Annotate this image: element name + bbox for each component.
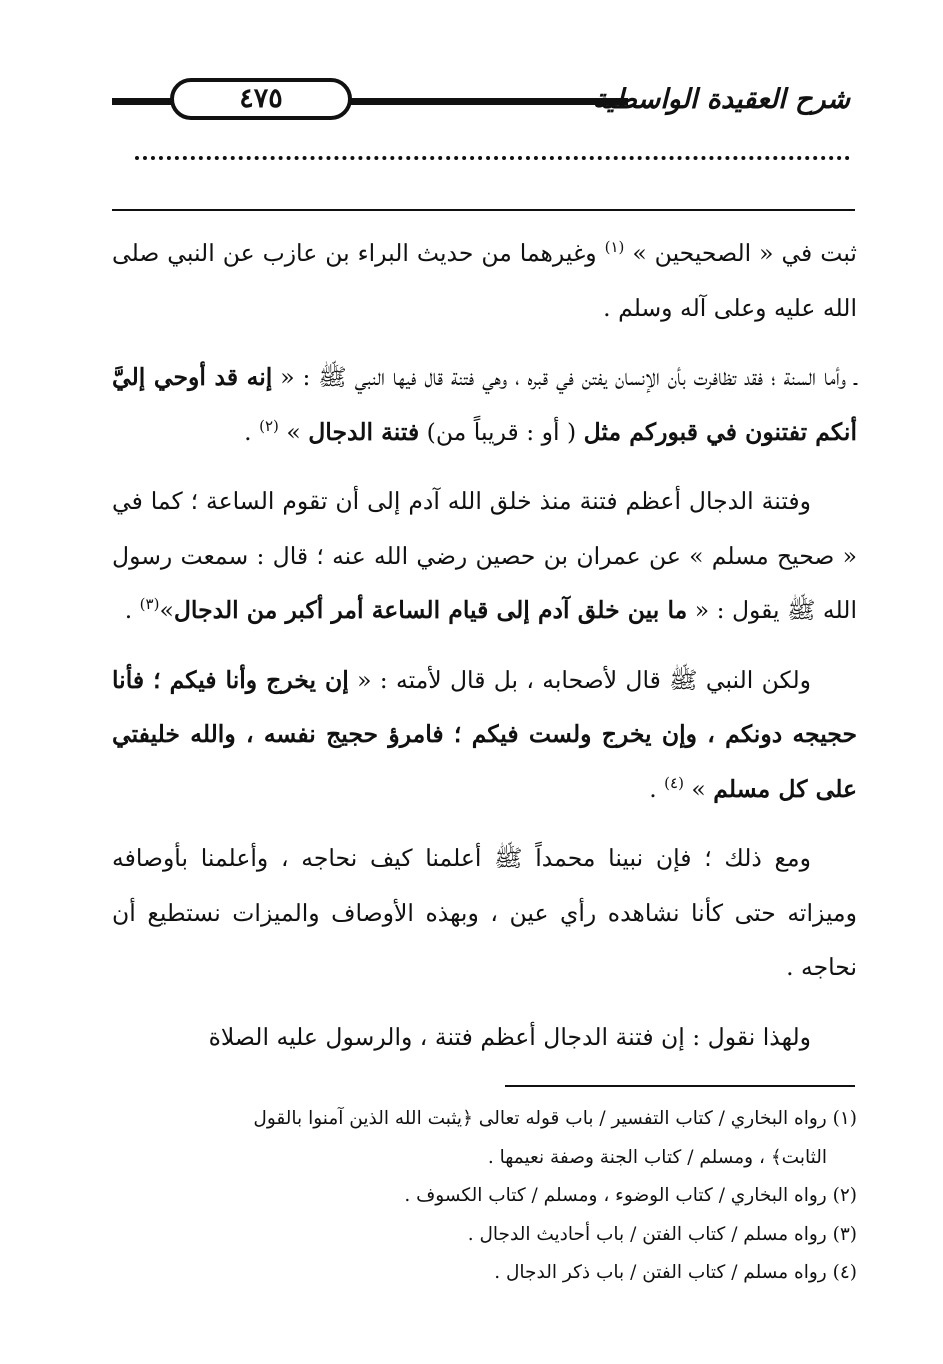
main-text — [112, 226, 857, 1079]
paragraph-4-text-c: » — [691, 774, 714, 803]
paragraph-2-text-e: » — [286, 417, 309, 446]
top-rule — [112, 209, 855, 211]
hadith-quote-4: إن يخرج وأنا فيكم ؛ فأنا حجيجه دونكم ، وإن يخرج ولست فيكم ؛ فامرؤ حجيج نفسه ، والله خليفتي على كل مسلم — [112, 665, 857, 803]
hadith-quote-3: ما بين خلق آدم إلى قيام الساعة أمر أكبر من الدجال — [173, 596, 688, 624]
dotted-separator — [135, 156, 850, 160]
header-rule-right — [350, 98, 628, 105]
hadith-quote-2b: فتنة الدجال — [308, 417, 420, 446]
paragraph-4-text-a: ولكن النبي ﷺ قال لأصحابه ، بل قال لأمته : « — [348, 665, 812, 694]
paragraph-4 — [112, 653, 857, 817]
paragraph-5: ومع ذلك ؛ فإن نبينا محمداً ﷺ أعلمنا كيف نحاجه ، وأعلمنا بأوصافه وميزاته حتى كأنا نشاهده رأي عين ، وبهذه الأوصاف والميزات نستطيع أن نحاجه . — [112, 844, 857, 981]
footnote-1: (١) رواه البخاري / كتاب التفسير / باب قوله تعالى ﴿يثبت الله الذين آمنوا بالقول — [253, 1108, 857, 1129]
paragraph-3-text-a: وفتنة الدجال أعظم فتنة منذ خلق الله آدم إلى أن تقوم الساعة ؛ كما في « صحيح مسلم » عن عمران بن حصين رضي الله عنه ؛ قال : سمعت رسول الله ﷺ يقول : « — [112, 487, 857, 624]
paragraph-2-text-c: ( أو : قريباً من) — [419, 417, 584, 446]
hadith-quote-2a: إنه قد أوحي إليَّ أنكم تفتنون في قبوركم مثل — [112, 363, 857, 446]
paragraph-3-text-d: . — [124, 596, 140, 624]
footnote-ref-2: (٢) — [259, 416, 279, 435]
footnote-ref-3: (٣) — [139, 595, 160, 614]
paragraph-1-text-b: وغيرهما من حديث البراء بن عازب عن النبي صلى الله عليه وعلى آله وسلم . — [112, 239, 857, 322]
footnote-3: (٣) رواه مسلم / كتاب الفتن / باب أحاديث الدجال . — [467, 1223, 857, 1245]
paragraph-2-text-f: . — [244, 417, 252, 446]
footnote-ref-4: (٤) — [664, 773, 684, 792]
book-title: شرح العقيدة الواسطية — [592, 84, 850, 115]
paragraph-1 — [112, 226, 857, 335]
paragraph-4-text-d: . — [649, 774, 657, 803]
paragraph-3 — [112, 474, 857, 638]
footnote-1-continued: الثابت﴾ ، ومسلم / كتاب الجنة وصفة نعيمها . — [487, 1146, 827, 1168]
footnotes — [112, 1100, 857, 1293]
paragraph-3-text-c: » — [159, 596, 174, 624]
footnote-rule — [505, 1085, 855, 1087]
page-number: ٤٧٥ — [170, 78, 352, 120]
header-rule-left — [112, 98, 172, 105]
paragraph-1-text-a: ثبت في « الصحيحين » — [632, 239, 857, 267]
paragraph-2-text-a: ـ وأما السنة ؛ فقد تظافرت بأن الإنسان يفتن في قبره ، وهي فتنة قال فيها النبي ﷺ : « — [272, 363, 857, 391]
page-header — [112, 78, 850, 128]
footnote-2: (٢) رواه البخاري / كتاب الوضوء ، ومسلم / كتاب الكسوف . — [404, 1185, 857, 1206]
paragraph-6: ولهذا نقول : إن فتنة الدجال أعظم فتنة ، والرسول عليه الصلاة — [208, 1022, 811, 1051]
footnote-4: (٤) رواه مسلم / كتاب الفتن / باب ذكر الدجال . — [494, 1262, 857, 1283]
footnote-ref-1: (١) — [604, 238, 625, 257]
paragraph-2 — [112, 350, 857, 459]
